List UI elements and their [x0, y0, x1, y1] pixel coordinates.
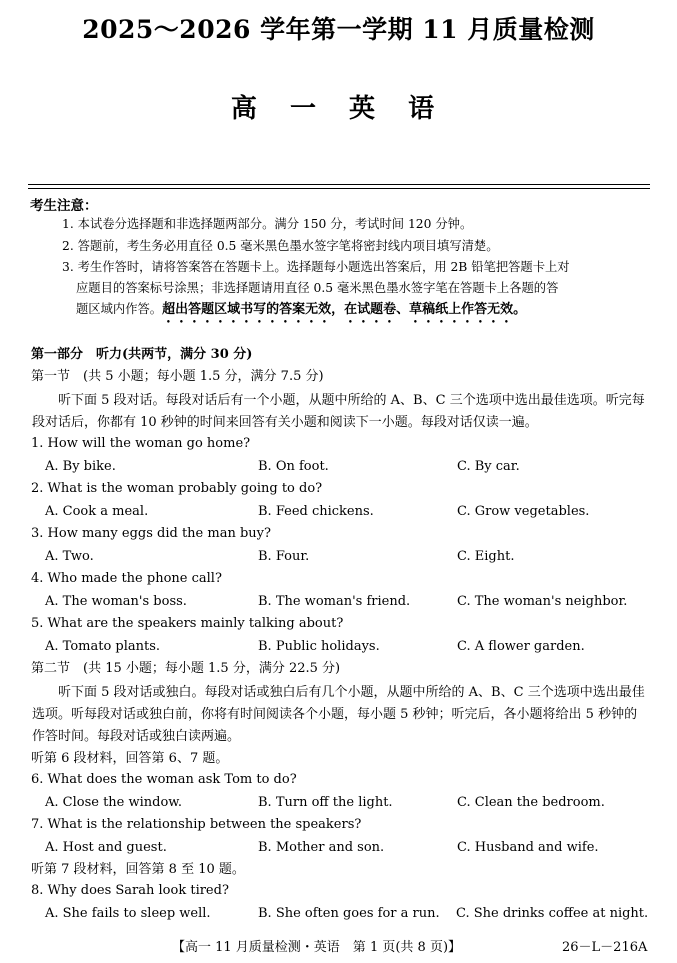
- subject-title: 高 一 英 语: [230, 94, 447, 124]
- divider-bottom: [28, 188, 650, 189]
- question-2-stem: 2. What is the woman probably going to do?: [31, 481, 323, 496]
- notice-item-2: 2. 答题前，考生务必用直径 0.5 毫米黑色墨水签字笔将密封线内项目填写清楚。: [62, 239, 499, 253]
- question-1-option-a: A. By bike.: [45, 459, 116, 474]
- question-5-option-a: A. Tomato plants.: [45, 639, 161, 654]
- question-8-option-a: A. She fails to sleep well.: [45, 906, 211, 921]
- question-4-option-a: A. The woman's boss.: [45, 594, 187, 609]
- paper-code: 26－L－216A: [562, 940, 648, 955]
- material-7-note: 听第 7 段材料，回答第 8 至 10 题。: [31, 862, 245, 877]
- question-5-stem: 5. What are the speakers mainly talking about?: [31, 616, 344, 631]
- notice-item-1: 1. 本试卷分选择题和非选择题两部分。满分 150 分，考试时间 120 分钟。: [62, 217, 473, 231]
- question-4-stem: 4. Who made the phone call?: [31, 571, 222, 586]
- notice-item-3-line-1: 3. 考生作答时，请将答案答在答题卡上。选择题每小题选出答案后，用 2B 铅笔把答题卡上对: [62, 260, 570, 274]
- question-6-option-b: B. Turn off the light.: [258, 795, 393, 810]
- section1-instructions-text: 听下面 5 段对话。每段对话后有一个小题，从题中所给的 A、B、C 三个选项中选出最佳选项。听完每段对话后，你都有 10 秒钟的时间来回答有关小题和阅读下一小题。每段对话仅读一遍。: [32, 393, 645, 431]
- question-2-option-b: B. Feed chickens.: [258, 504, 374, 519]
- question-1-option-c: C. By car.: [457, 459, 520, 474]
- question-6-option-c: C. Clean the bedroom.: [457, 795, 605, 810]
- question-4-option-c: C. The woman's neighbor.: [457, 594, 628, 609]
- exam-title: 2025～2026 学年第一学期 11 月质量检测: [82, 15, 595, 44]
- section2-instructions-text: 听下面 5 段对话或独白。每段对话或独白后有几个小题，从题中所给的 A、B、C 三个选项中选出最佳选项。听每段对话或独白前，你将有时间阅读各个小题，每小题 5 秒钟；听完后，各小题将给出 5 秒钟的作答时间。每段对话或独白读两遍。: [32, 685, 645, 745]
- question-5-option-c: C. A flower garden.: [457, 639, 585, 654]
- notice-item-3-line-3: [76, 300, 526, 326]
- question-1-stem: 1. How will the woman go home?: [31, 436, 251, 451]
- question-4-option-b: B. The woman's friend.: [258, 594, 411, 609]
- question-8-option-b: B. She often goes for a run.: [258, 906, 440, 921]
- section1-title: 第一节 (共 5 小题；每小题 1.5 分，满分 7.5 分): [31, 369, 324, 384]
- notice-item-3-line-2: 应题目的答案标号涂黑；非选择题请用直径 0.5 毫米黑色墨水签字笔在答题卡上各题的答: [76, 281, 559, 295]
- question-6-stem: 6. What does the woman ask Tom to do?: [31, 772, 297, 787]
- question-7-stem: 7. What is the relationship between the speakers?: [31, 817, 362, 832]
- question-3-option-b: B. Four.: [258, 549, 310, 564]
- question-2-option-a: A. Cook a meal.: [45, 504, 149, 519]
- question-6-option-a: A. Close the window.: [45, 795, 183, 810]
- question-3-option-c: C. Eight.: [457, 549, 515, 564]
- section2-title: 第二节 (共 15 小题；每小题 1.5 分，满分 22.5 分): [31, 661, 341, 676]
- question-8-option-c: C. She drinks coffee at night.: [456, 906, 649, 921]
- page-footer: 【高一 11 月质量检测・英语 第 1 页(共 8 页)】: [172, 940, 462, 955]
- material-6-note: 听第 6 段材料，回答第 6、7 题。: [31, 751, 229, 766]
- question-1-option-b: B. On foot.: [258, 459, 329, 474]
- notice-emphasis-text: 超出答题区域书写的答案无效，在试题卷、草稿纸上作答无效。: [162, 302, 527, 317]
- question-8-stem: 8. Why does Sarah look tired?: [31, 883, 229, 898]
- divider-top: [28, 184, 650, 185]
- notice-plain-text: 题区域内作答。: [76, 302, 163, 316]
- question-7-option-b: B. Mother and son.: [258, 840, 385, 855]
- question-7-option-a: A. Host and guest.: [45, 840, 167, 855]
- section2-instructions: [32, 682, 650, 749]
- part1-title: 第一部分 听力(共两节，满分 30 分): [31, 347, 253, 362]
- notice-heading: 考生注意：: [30, 198, 98, 214]
- question-5-option-b: B. Public holidays.: [258, 639, 380, 654]
- question-3-stem: 3. How many eggs did the man buy?: [31, 526, 271, 541]
- question-2-option-c: C. Grow vegetables.: [457, 504, 590, 519]
- section1-instructions: [32, 390, 650, 434]
- question-3-option-a: A. Two.: [45, 549, 94, 564]
- question-7-option-c: C. Husband and wife.: [457, 840, 599, 855]
